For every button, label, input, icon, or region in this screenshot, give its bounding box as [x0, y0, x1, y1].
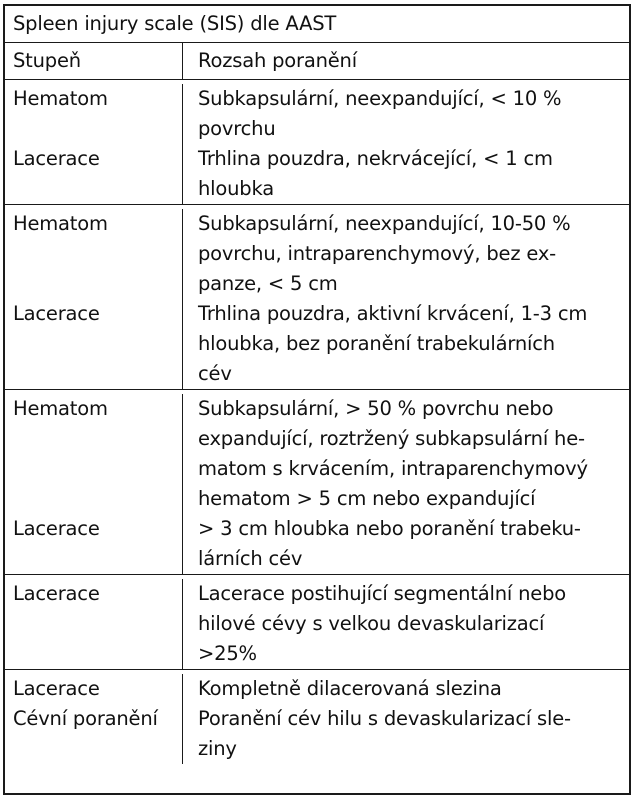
- injury-extent-cell: [183, 209, 629, 389]
- injury-type-cell: [5, 209, 183, 389]
- injury-extent-cell: [183, 674, 629, 764]
- injury-extent-line: povrchu: [198, 117, 276, 140]
- injury-type-line: Hematom: [13, 397, 108, 420]
- injury-type-line: [13, 329, 182, 359]
- injury-type-line: Hematom: [13, 87, 108, 110]
- injury-extent-line: cév: [198, 362, 232, 385]
- injury-extent-line: Lacerace postihující segmentální nebo: [198, 582, 566, 605]
- injury-type-cell: [5, 394, 183, 574]
- injury-type-cell: [5, 579, 183, 669]
- injury-extent-line: expandující, roztržený subkapsulární he-: [198, 427, 585, 450]
- injury-scale-table: [3, 4, 631, 795]
- injury-type-line: Lacerace: [13, 677, 100, 700]
- injury-type-line: [13, 484, 182, 514]
- injury-type-line: [13, 114, 182, 144]
- injury-type-line: [13, 639, 182, 669]
- table-row: [5, 670, 629, 764]
- injury-extent-line: hloubka: [198, 177, 274, 200]
- injury-extent-line: Subkapsulární, neexpandující, 10-50 %: [198, 212, 571, 235]
- table-row: [5, 390, 629, 575]
- injury-extent-line: >25%: [198, 642, 257, 665]
- injury-type-line: Lacerace: [13, 302, 100, 325]
- injury-extent-cell: [183, 84, 629, 204]
- injury-type-line: [13, 239, 182, 269]
- injury-extent-line: Subkapsulární, > 50 % povrchu nebo: [198, 397, 554, 420]
- injury-extent-line: hematom > 5 cm nebo expandující: [198, 487, 536, 510]
- injury-type-line: Lacerace: [13, 147, 100, 170]
- grade-rows: [5, 80, 629, 764]
- injury-type-line: [13, 544, 182, 574]
- injury-extent-line: Subkapsulární, neexpandující, < 10 %: [198, 87, 562, 110]
- injury-type-line: Cévní poranění: [13, 707, 158, 730]
- injury-type-line: [13, 609, 182, 639]
- injury-extent-line: Trhlina pouzdra, nekrvácející, < 1 cm: [198, 147, 553, 170]
- injury-type-line: [13, 454, 182, 484]
- injury-extent-cell: [183, 394, 629, 574]
- header-extent: [183, 43, 629, 79]
- injury-type-cell: [5, 84, 183, 204]
- table-row: [5, 205, 629, 390]
- injury-extent-line: ziny: [198, 737, 237, 760]
- injury-type-line: Lacerace: [13, 517, 100, 540]
- injury-extent-line: povrchu, intraparenchymový, bez ex-: [198, 242, 556, 265]
- table-header-row: [5, 43, 629, 80]
- injury-extent-line: hilové cévy s velkou devaskularizací: [198, 612, 545, 635]
- injury-extent-line: lárních cév: [198, 547, 303, 570]
- injury-type-line: [13, 734, 182, 764]
- injury-type-line: [13, 269, 182, 299]
- injury-extent-line: Kompletně dilacerovaná slezina: [198, 677, 502, 700]
- injury-extent-line: matom s krvácením, intraparenchymový: [198, 457, 588, 480]
- header-grade-label: Stupeň: [13, 49, 81, 72]
- injury-type-line: [13, 174, 182, 204]
- injury-extent-line: panze, < 5 cm: [198, 272, 338, 295]
- injury-type-cell: [5, 674, 183, 764]
- injury-extent-line: Poranění cév hilu s devaskularizací sle-: [198, 707, 571, 730]
- table-row: [5, 80, 629, 205]
- header-extent-label: Rozsah poranění: [198, 49, 357, 72]
- injury-type-line: Hematom: [13, 212, 108, 235]
- injury-type-line: [13, 424, 182, 454]
- injury-extent-cell: [183, 579, 629, 669]
- injury-type-line: [13, 359, 182, 389]
- table-title: Spleen injury scale (SIS) dle AAST: [5, 6, 629, 43]
- header-grade: [5, 43, 183, 79]
- table-row: [5, 575, 629, 670]
- injury-extent-line: > 3 cm hloubka nebo poranění trabeku-: [198, 517, 581, 540]
- injury-type-line: Lacerace: [13, 582, 100, 605]
- injury-extent-line: hloubka, bez poranění trabekulárních: [198, 332, 555, 355]
- injury-extent-line: Trhlina pouzdra, aktivní krvácení, 1-3 cm: [198, 302, 588, 325]
